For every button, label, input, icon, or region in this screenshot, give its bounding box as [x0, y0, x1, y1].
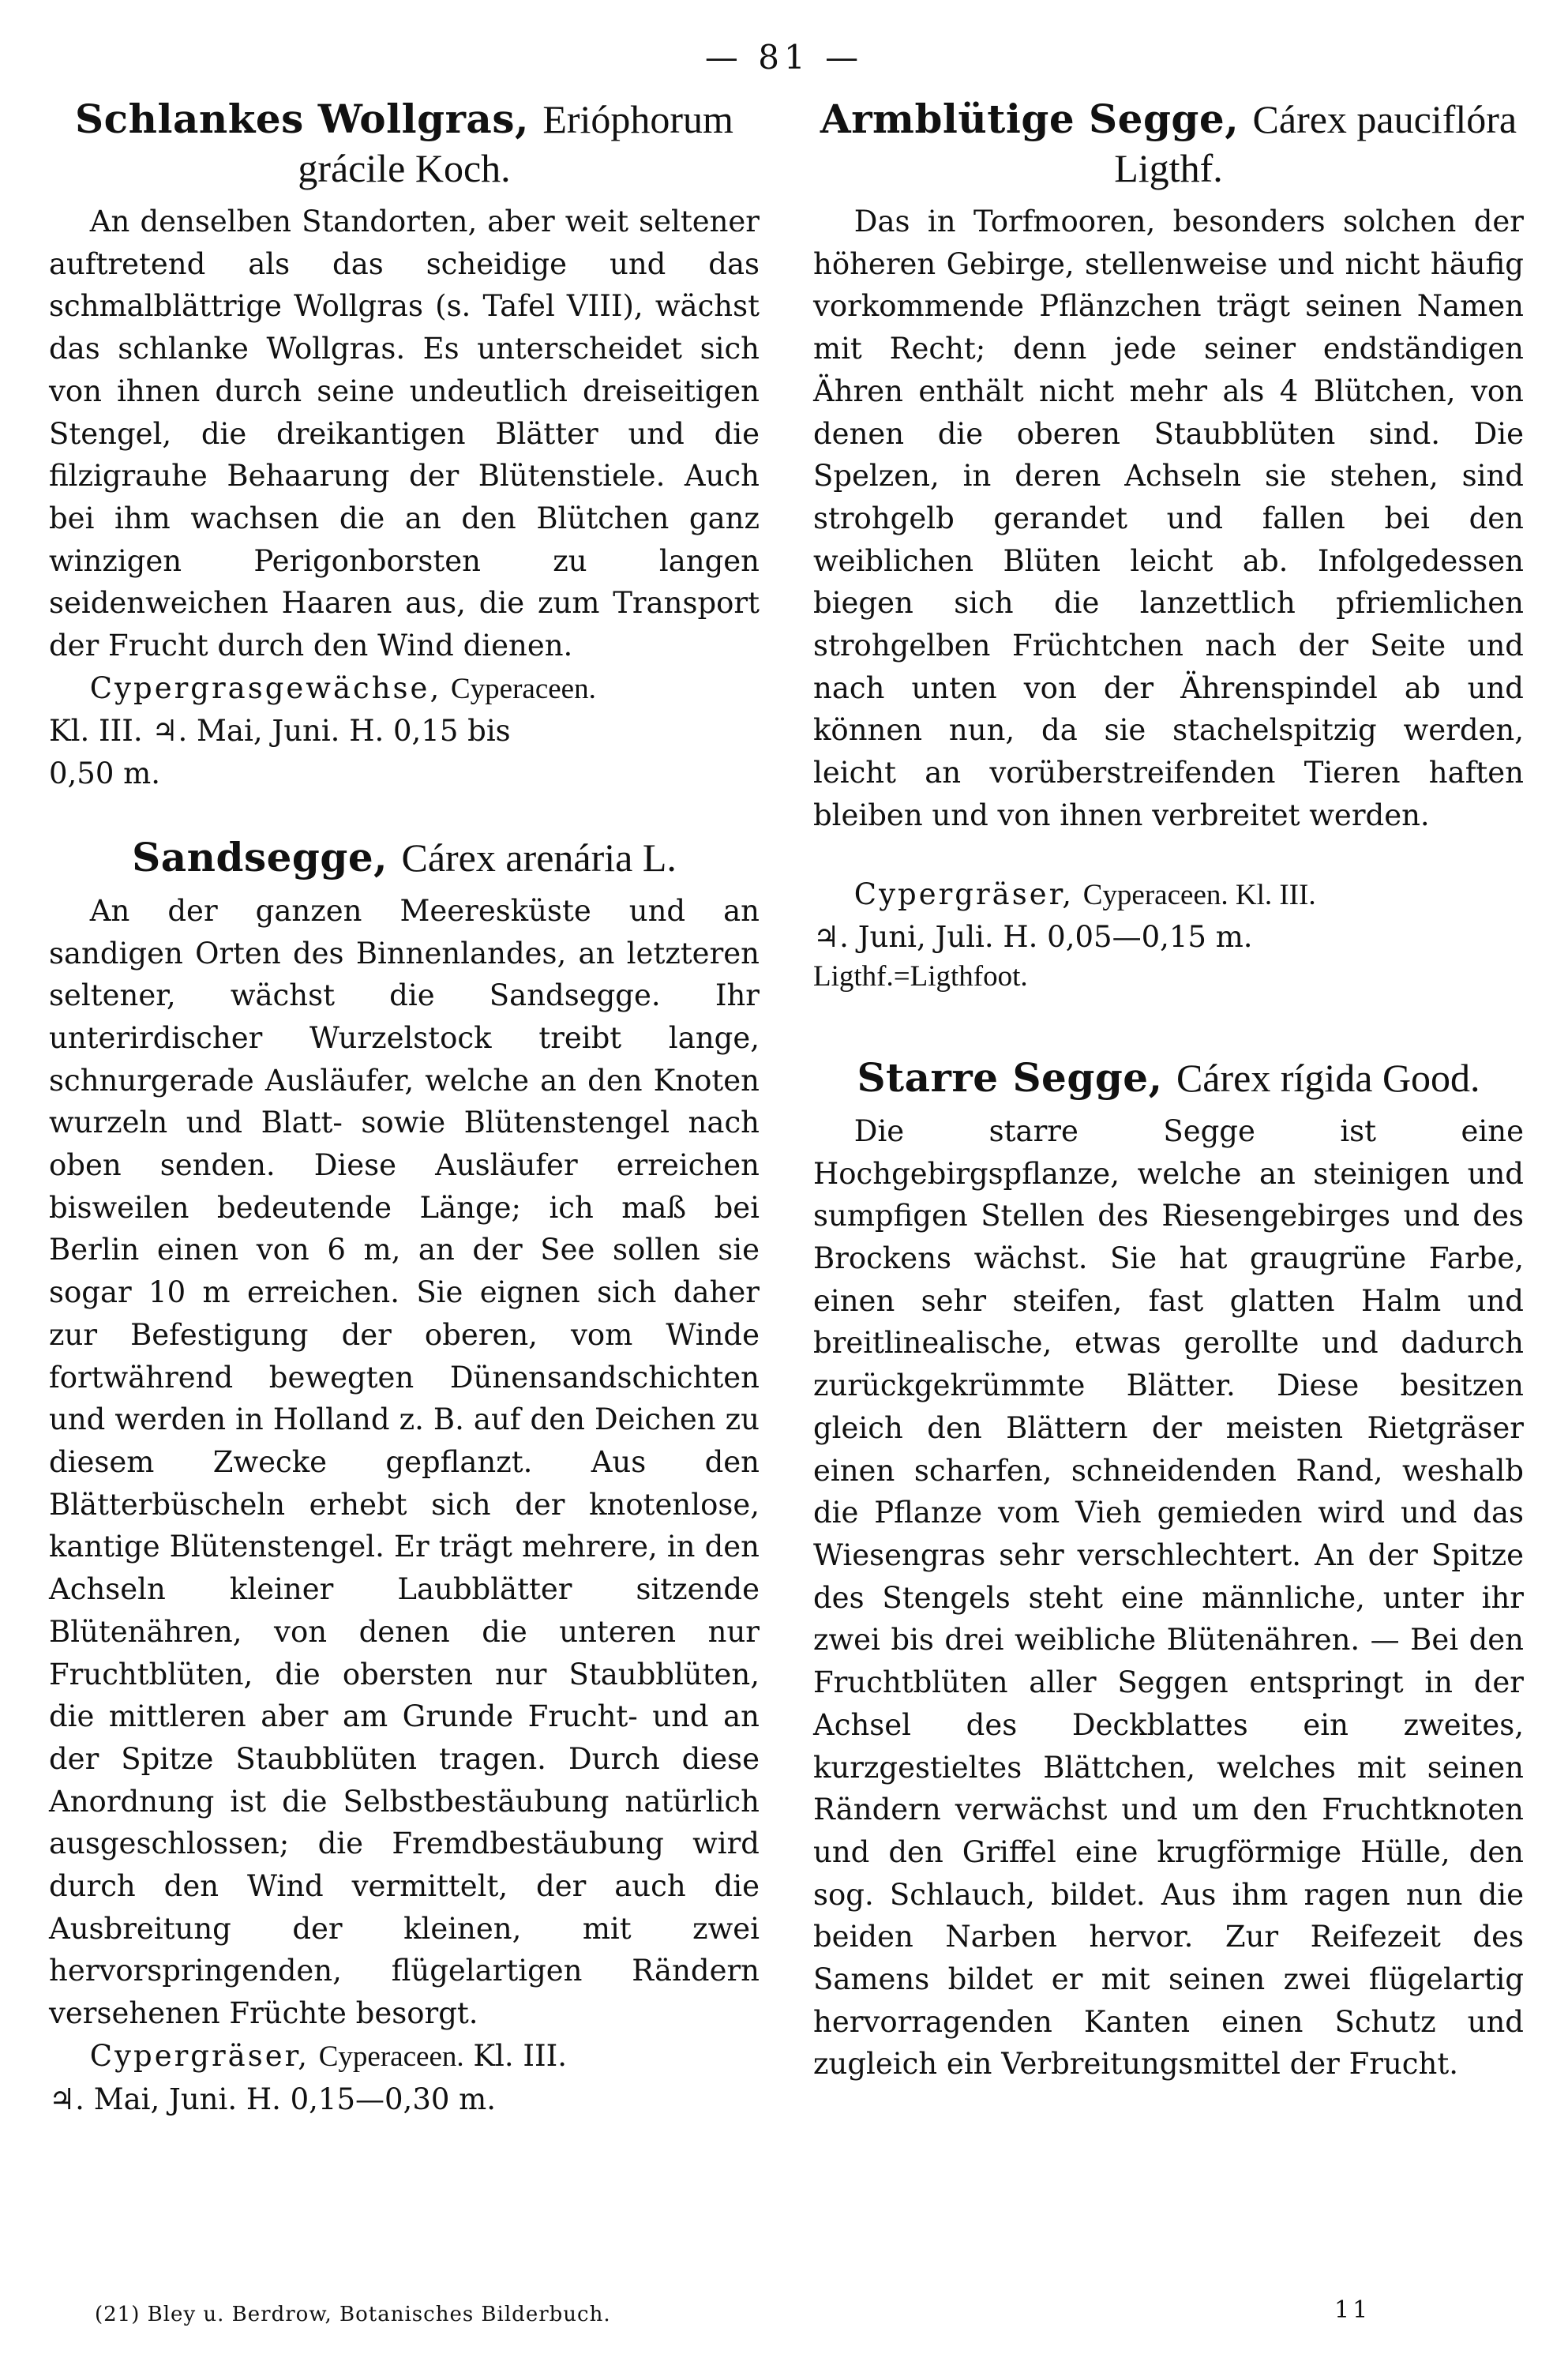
- classification-line: Kl. III. ♃. Mai, Juni. H. 0,15 bis: [49, 714, 511, 749]
- right-column: [813, 95, 1524, 2086]
- latin-name: Cárex rígida Good.: [1176, 1055, 1480, 1100]
- height-line: ♃. Juni, Juli. H. 0,05—0,15 m.: [813, 920, 1253, 955]
- family-german: Cypergräser,: [853, 877, 1074, 911]
- entry-description: Das in Torfmooren, besonders solchen der höheren Gebirge, stellenweise und nicht häufig vorkommende Pflänzchen trägt seinen Namen mit Recht; denn jede seiner endständigen Ähren enthält nicht mehr als 4 Blütchen, von denen die oberen Staubblüten sind. Die Spelzen, in deren Achseln sie stehen, sind strohgelb gerandet und fallen bei den weiblichen Blüten leicht ab. Infolgedessen biegen sich die lanzettlich pfriemlichen strohgelben Früchtchen nach der Seite und nach unten von der Ährenspindel ab und können nun, da sie stachelspitzig werden, leicht an vorüberstreifenden Tieren haften bleiben und von ihnen verbreitet werden.: [813, 205, 1524, 832]
- latin-name: Cárex arenária L.: [401, 835, 677, 880]
- common-name: Sandsegge,: [132, 833, 388, 880]
- family-latin: Cyperaceen.: [450, 672, 596, 705]
- page-number: — 81 —: [704, 38, 864, 77]
- family-german: Cypergräser,: [89, 2038, 309, 2073]
- latin-name: Erióphorum grácile Koch.: [298, 97, 733, 190]
- classification: Kl. III.: [473, 2038, 567, 2073]
- entry-armbluetige-segge: [813, 95, 1524, 995]
- family-latin: Cyperaceen.: [318, 2040, 464, 2073]
- common-name: Armblütige Segge,: [820, 96, 1240, 142]
- family-latin: Cyperaceen. Kl. III.: [1082, 878, 1316, 911]
- entry-heading: [813, 1053, 1524, 1102]
- latin-name: Cárex pauciflóra Ligthf.: [1114, 97, 1517, 190]
- abbreviation-note: Ligthf.=Ligthfoot.: [813, 959, 1028, 993]
- height-line: 0,50 m.: [49, 757, 160, 791]
- entry-description: Die starre Segge ist eine Hochgebirgspflanze, welche an steinigen und sumpfigen Stellen des Riesengebirges und des Brockens wächst. Sie hat graugrüne Farbe, einen sehr steifen, fast glatten Halm und breitlinealische, etwas gerollte und dadurch zurückgekrümmte Blätter. Diese besitzen gleich den Blättern der meisten Rietgräser einen scharfen, schneidenden Rand, weshalb die Pflanze vom Vieh gemieden wird und das Wiesengras sehr verschlechtert. An der Spitze des Stengels steht eine männliche, unter ihr zwei bis drei weibliche Blütenähren. — Bei den Fruchtblüten aller Seggen entspringt in der Achsel des Deckblattes ein zweites, kurzgestieltes Blättchen, welches mit seinen Rändern verwächst und um den Fruchtknoten und den Griffel eine krugförmige Hülle, den sog. Schlauch, bildet. Aus ihm ragen nun die beiden Narben hervor. Zur Reifezeit des Samens bildet er mit seinen zwei flügelartig hervorragenden Kanten einen Schutz und zugleich ein Verbreitungsmittel der Frucht.: [813, 1113, 1524, 2082]
- entry-starre-segge: [813, 1053, 1524, 2086]
- entry-description: An denselben Standorten, aber weit seltener auftretend als das scheidige und das schmalblättrige Wollgras (s. Tafel VIII), wächst das schlanke Wollgras. Es unterscheidet sich von ihnen durch seine undeutlich dreiseitigen Stengel, die dreikantigen Blätter und die filzigrauhe Behaarung der Blütenstiele. Auch bei ihm wachsen die an den Blütchen ganz winzigen Perigonborsten zu langen seidenweichen Haaren aus, die zum Transport der Frucht durch den Wind dienen.: [49, 205, 760, 663]
- sheet-signature: 11: [1334, 2296, 1371, 2324]
- common-name: Schlankes Wollgras,: [75, 96, 529, 142]
- entry-heading: [49, 833, 760, 882]
- entry-heading: [813, 95, 1524, 193]
- entry-schlankes-wollgras: [49, 95, 760, 795]
- common-name: Starre Segge,: [857, 1053, 1163, 1101]
- footer-citation: (21) Bley u. Berdrow, Botanisches Bilderbuch.: [95, 2303, 611, 2326]
- family-german: Cypergrasgewächse,: [89, 670, 442, 705]
- family-line: [49, 2035, 760, 2078]
- entry-sandsegge: [49, 833, 760, 2120]
- entry-description: An der ganzen Meeresküste und an sandigen Orten des Binnenlandes, an letzteren seltener, wächst die Sandsegge. Ihr unterirdischer Wurzelstock treibt lange, schnurgerade Ausläufer, welche an den Knoten wurzeln und Blatt- sowie Blütenstengel nach oben senden. Diese Ausläufer erreichen bisweilen bedeutende Länge; ich maß bei Berlin einen von 6 m, an der See sollen sie sogar 10 m erreichen. Sie eignen sich daher zur Befestigung der oberen, vom Winde fortwährend bewegten Dünensandschichten und werden in Holland z. B. auf den Deichen zu diesem Zwecke gepflanzt. Aus den Blätterbüscheln erhebt sich der knotenlose, kantige Blütenstengel. Er trägt mehrere, in den Achseln kleiner Laubblätter sitzende Blütenähren, von denen die unteren nur Fruchtblüten, die obersten nur Staubblüten, die mittleren aber am Grunde Frucht- und an der Spitze Staubblüten tragen. Durch diese Anordnung ist die Selbstbestäubung natürlich ausgeschlossen; die Fremdbestäubung wird durch den Wind vermittelt, der auch die Ausbreitung der kleinen, mit zwei hervorspringenden, flügelartigen Rändern versehenen Früchte besorgt.: [49, 893, 760, 2031]
- left-column: [49, 95, 760, 2120]
- family-line: [49, 667, 760, 711]
- entry-heading: [49, 95, 760, 193]
- height-line: ♃. Mai, Juni. H. 0,15—0,30 m.: [49, 2082, 497, 2116]
- family-line: [813, 873, 1524, 917]
